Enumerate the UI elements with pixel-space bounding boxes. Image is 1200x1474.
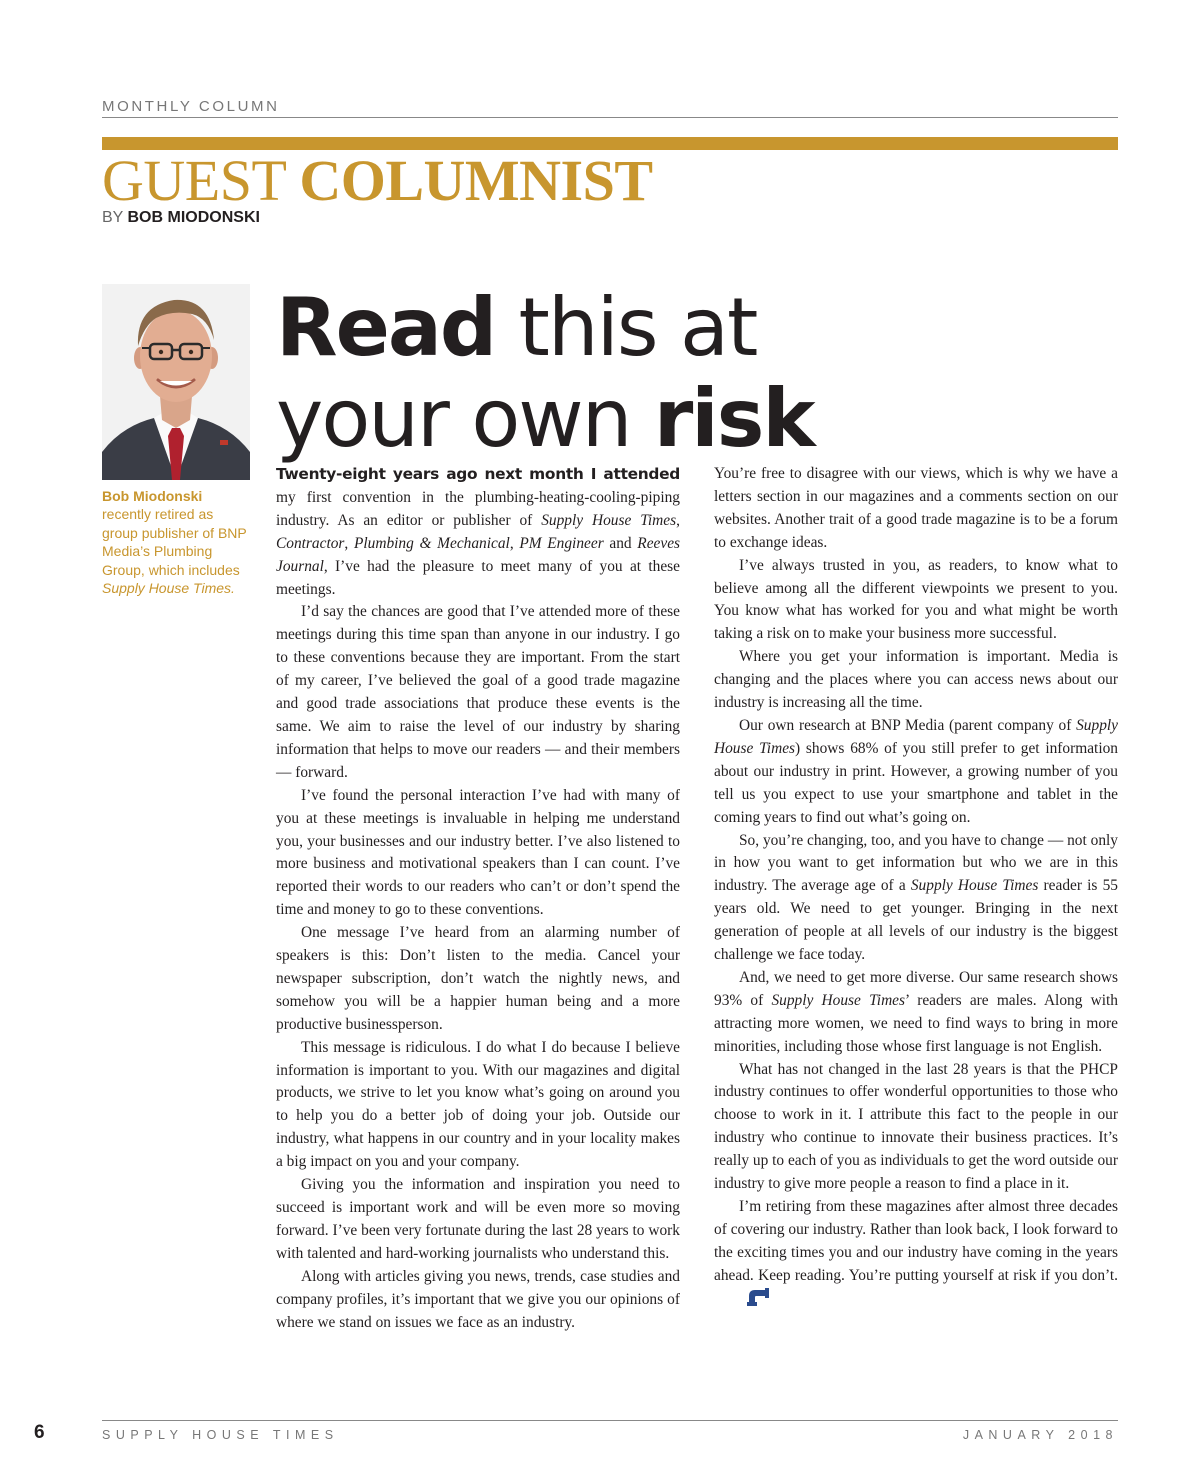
footer-publication: SUPPLY HOUSE TIMES (102, 1428, 339, 1442)
article-paragraph: You’re free to disagree with our views, which is why we have a letters section in our magazines and a comments section on our websites. Another trait of a good trade magazine is to be a forum to exchange ideas. (714, 465, 1118, 551)
end-of-story-pipe-icon (722, 1288, 769, 1314)
bio-text: recently retired as group publisher of BNP Media’s Plumbing Group, which includes (102, 506, 247, 578)
byline-prefix: BY (102, 209, 128, 226)
article-paragraph: What has not changed in the last 28 years is that the PHCP industry continues to offer wonderful opportunities to those who choose to work in it. I attribute this fact to the people in our industry who continue to innovate their business practices. It’s really up to each of you as individuals to get the word outside our industry to give more people a reason to find a place in it. (714, 1060, 1118, 1193)
headline-line-2 (276, 373, 814, 464)
author-photo (102, 284, 250, 480)
column-title-bold: COLUMNIST (299, 148, 653, 213)
article-paragraph: Along with articles giving you news, trends, case studies and company profiles, it’s important that we give you our opinions of where we stand on issues we face as an industry. (276, 1267, 680, 1331)
bio-name: Bob Miodonski (102, 488, 203, 504)
article-paragraph: I’ve found the personal interaction I’ve had with many of you at these meetings is invaluable in helping me understand you, your businesses and our industry better. I’ve also listened to more business and motivational speakers than I can count. I’ve reported their words to our readers who can’t or don’t spend the time and money to go to these conventions. (276, 786, 680, 919)
article-headline (276, 282, 814, 464)
footer-date: JANUARY 2018 (962, 1428, 1118, 1442)
byline (102, 209, 260, 227)
footer-divider (102, 1420, 1118, 1421)
article-paragraph: I’d say the chances are good that I’ve attended more of these meetings during this time span than anyone in our industry. I go to these conventions because they are important. From the start of my career, I’ve believed the goal of a good trade magazine and good trade associations that produce these events is the same. We aim to raise the level of our industry by sharing information that helps to move our readers — and their members — forward. (276, 603, 680, 781)
article-lead-in: Twenty-eight years ago next month I attended (276, 465, 680, 483)
article-paragraph: So, you’re changing, too, and you have to change — not only in how you want to get information but who we are in this industry. The average age of a Supply House Times reader is 55 years old. We need to get younger. Bringing in the next generation of people at all levels of our industry is the biggest challenge we face today. (714, 831, 1118, 964)
article-paragraph: Where you get your information is important. Media is changing and the places where you can access news about our industry is increasing all the time. (714, 648, 1118, 712)
article-paragraph: And, we need to get more diverse. Our same research shows 93% of Supply House Times’ readers are males. Along with attracting more women, we need to find ways to bring in more minorities, including those whose first language is not English. (714, 968, 1118, 1055)
headline-light-2: your own (276, 372, 654, 465)
article-column-left (276, 463, 680, 1334)
section-label: MONTHLY COLUMN (102, 98, 280, 115)
headline-bold-1: Read (276, 281, 496, 374)
column-title (102, 150, 653, 212)
article-paragraph: Our own research at BNP Media (parent company of Supply House Times) shows 68% of you still prefer to get information about our industry in print. However, a growing number of you tell us you expect to use your smartphone and tablet in the coming years to find out what’s going on. (714, 716, 1118, 826)
article-paragraph: This message is ridiculous. I do what I do because I believe information is important to you. With our magazines and digital products, we strive to let you know what’s going on around you to help you do a better job of doing your job. Outside our industry, what happens in our country and in your locality makes a big impact on you and your company. (276, 1038, 680, 1171)
article-paragraph: One message I’ve heard from an alarming number of speakers is this: Don’t listen to the media. Cancel your newspaper subscription, don’t watch the nightly news, and somehow you will be a happier human being and a more productive businessperson. (276, 924, 680, 1033)
article-paragraph: I’m retiring from these magazines after almost three decades of covering our industry. Rather than look back, I look forward to the exciting times you and our industry have coming in the years ahead. Keep reading. You’re putting yourself at risk if you don’t. (714, 1196, 1118, 1314)
author-bio (102, 487, 252, 597)
headline-line-1 (276, 282, 814, 373)
page-number: 6 (34, 1422, 45, 1443)
article-paragraph: I’ve always trusted in you, as readers, to know what to believe among all the different viewpoints we present to you. You know what has worked for you and what might be worth taking a risk on to make your business more successful. (714, 556, 1118, 643)
article-paragraph: Giving you the information and inspiration you need to succeed is important work and will be even more so moving forward. I’ve been very fortunate during the last 28 years to work with talented and hard-working journalists who understand this. (276, 1176, 680, 1262)
article-column-right (714, 463, 1118, 1314)
column-title-light: GUEST (102, 148, 300, 213)
article-paragraph: Twenty-eight years ago next month I attended my first convention in the plumbing-heating-cooling-piping industry. As an editor or publisher of Supply House Times, Contractor, Plumbing & Mechanical, PM Engineer and Reeves Journal, I’ve had the pleasure to meet many of you at these meetings. (276, 465, 681, 598)
headline-light-1: this at (495, 281, 757, 374)
byline-author: BOB MIODONSKI (127, 209, 260, 226)
headline-bold-2: risk (653, 372, 814, 465)
header-divider (102, 117, 1118, 118)
bio-publication: Supply House Times. (102, 580, 235, 597)
